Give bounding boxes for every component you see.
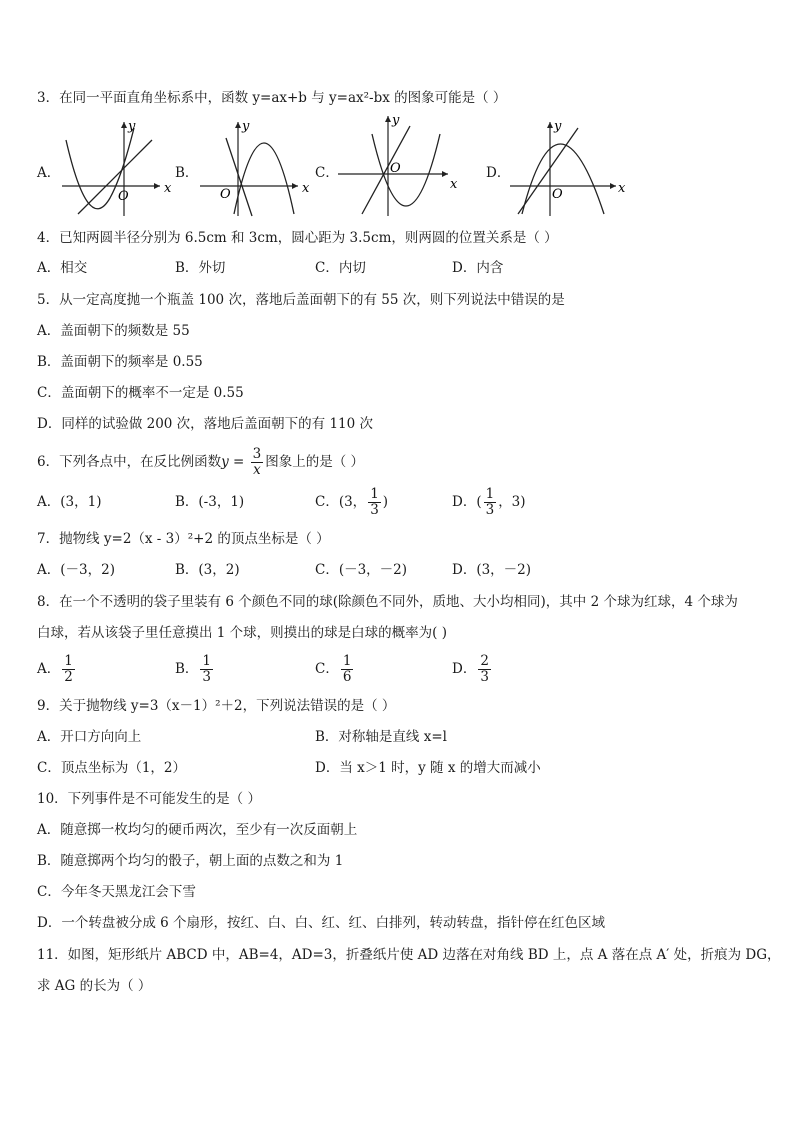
q9-option-a: A．开口方向向上 [37,729,142,745]
q3a-origin: O [118,189,129,204]
q6-d-num: 1 [485,486,495,502]
q3d-x-label: x [618,181,626,196]
q9-stem: 9．关于抛物线 y=3（x－1）²＋2，下列说法错误的是（ ） [37,698,396,714]
q11-stem-line2: 求 AG 的长为（ ） [37,978,152,994]
q8-a-den: 2 [64,669,73,685]
q5-stem: 5．从一定高度抛一个瓶盖 100 次，落地后盖面朝下的有 55 次，则下列说法中错误的是 [37,292,565,308]
q7-option-a: A．(－3，2) [37,562,115,578]
q8-stem-line2: 白球，若从该袋子里任意摸出 1 个球，则摸出的球是白球的概率为( ) [37,625,447,641]
q6-c-den: 3 [370,502,379,518]
q3-label-b: B． [175,165,199,181]
q10-stem: 10．下列事件是不可能发生的是（ ） [37,791,261,807]
q3d-origin: O [552,187,563,202]
q10-option-b: B．随意掷两个均匀的骰子，朝上面的点数之和为 1 [37,853,344,869]
q8-b-label: B． [175,661,199,677]
q8-d-fraction [478,654,491,685]
q6-option-a: A．(3，1) [37,494,102,510]
q9-option-b: B．对称轴是直线 x=l [315,729,447,745]
q3-graph-a [60,118,170,218]
q8-b-num: 1 [202,653,212,669]
q3a-x-label: x [164,181,172,196]
q9-option-c: C．顶点坐标为（1，2） [37,760,187,776]
q6-option-b: B．(-3，1) [175,494,245,510]
q3c-x-label: x [450,177,458,192]
q6-fn-den: x [253,462,261,478]
q8-d-den: 3 [480,669,489,685]
q10-option-a: A．随意掷一枚均匀的硬币两次，至少有一次反面朝上 [37,822,358,838]
q6-option-c [315,485,388,519]
q3-label-d: D． [486,165,511,181]
q8-a-num: 1 [64,653,73,669]
q8-a-fraction [62,654,75,685]
q3b-origin: O [220,187,231,202]
q5-option-c: C．盖面朝下的概率不一定是 0.55 [37,385,244,401]
q6-c-num: 1 [370,486,379,502]
q8-d-label: D． [452,661,477,677]
q6-fn-eq: = [228,454,249,470]
q11-stem-line1: 11．如图，矩形纸片 ABCD 中，AB=4，AD=3，折叠纸片使 AD 边落在对角线 BD 上，点 A 落在点 A′ 处，折痕为 DG， [37,947,781,963]
q3c-y-label: y [392,113,400,128]
q10-option-c: C．今年冬天黑龙江会下雪 [37,884,196,900]
q6-d-fraction [484,487,497,518]
q6-c-post: ) [382,494,389,510]
q3-graph-c [336,112,466,218]
q3b-x-label: x [302,181,310,196]
q3a-y-label: y [128,119,136,134]
q6-fn-y: y [221,454,229,470]
q6-stem-post: 图象上的是（ ） [265,454,365,470]
q8-b-den: 3 [202,669,212,685]
q6-c-fraction [368,487,381,518]
q6-option-d [452,485,526,519]
q3c-origin: O [390,161,401,176]
q7-option-b: B．(3，2) [175,562,240,578]
q5-option-d: D．同样的试验做 200 次，落地后盖面朝下的有 110 次 [37,416,374,432]
q8-c-label: C． [315,661,339,677]
q8-c-num: 1 [342,653,352,669]
q6-d-pre: D．( [452,494,482,510]
q3d-y-label: y [554,119,562,134]
q3-graph-d [508,118,626,218]
q7-stem: 7．抛物线 y=2（x - 3）²+2 的顶点坐标是（ ） [37,531,330,547]
q8-a-label: A． [37,661,61,677]
q8-option-b [175,652,215,686]
q10-option-d: D．一个转盘被分成 6 个扇形，按红、白、白、红、红、白排列，转动转盘，指针停在红色区域 [37,915,605,931]
q8-d-num: 2 [480,653,489,669]
q8-option-c [315,652,355,686]
q6-fn-fraction [251,447,264,478]
q7-option-d: D．(3，－2) [452,562,532,578]
q3-graph-b [198,118,308,218]
q6-c-pre: C．(3， [315,494,367,510]
q6-d-den: 3 [485,502,495,518]
q6-fn-num: 3 [252,446,262,462]
q7-option-c: C．(－3，－2) [315,562,408,578]
q8-stem-line1: 8．在一个不透明的袋子里装有 6 个颜色不同的球(除颜色不同外，质地、大小均相同)，其中 2 个球为红球，4 个球为 [37,594,738,610]
q3-stem: 3．在同一平面直角坐标系中，函数 y=ax+b 与 y=ax²-bx 的图象可能是（ ） [37,90,507,106]
q8-option-d [452,652,493,686]
q6-d-post: ，3) [498,494,526,510]
q6-stem [37,445,364,479]
q6-stem-pre: 6．下列各点中，在反比例函数 [37,454,222,470]
q5-option-a: A．盖面朝下的频数是 55 [37,323,190,339]
q9-option-d: D．当 x＞1 时，y 随 x 的增大而减小 [315,760,541,776]
q4-option-a: A．相交 [37,260,88,276]
q4-stem: 4．已知两圆半径分别为 6.5cm 和 3cm，圆心距为 3.5cm，则两圆的位置关系是（ ） [37,230,558,246]
q3-label-a: A． [37,165,61,181]
q4-option-d: D．内含 [452,260,504,276]
q8-b-fraction [200,654,213,685]
q8-c-fraction [341,654,354,685]
q3b-y-label: y [242,119,250,134]
q4-option-b: B．外切 [175,260,226,276]
q3-label-c: C． [315,165,339,181]
q8-c-den: 6 [342,669,352,685]
q4-option-c: C．内切 [315,260,366,276]
q5-option-b: B．盖面朝下的频率是 0.55 [37,354,203,370]
q8-option-a [37,652,77,686]
